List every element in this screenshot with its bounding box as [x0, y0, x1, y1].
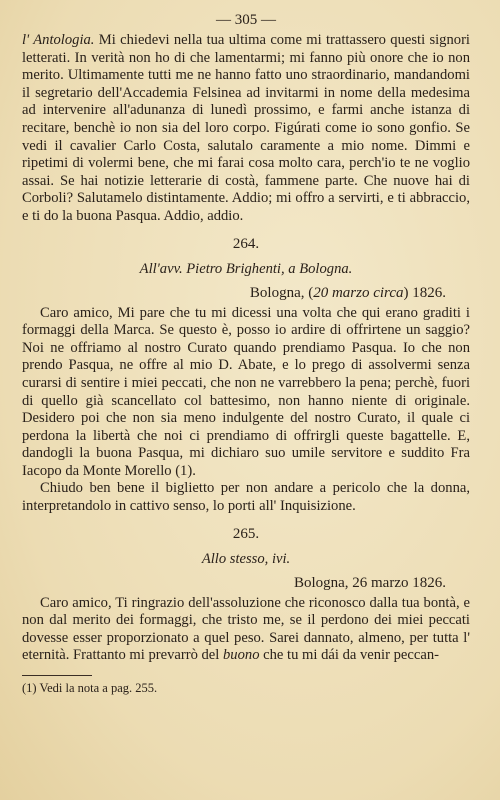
letter-264-date [22, 284, 470, 303]
letter-265-date: Bologna, 26 marzo 1826. [293, 574, 446, 591]
page-number: — 305 — [216, 12, 276, 28]
letter-264-address: All'avv. Pietro Brighenti, a Bologna. [139, 260, 353, 277]
letter-265-address: Allo stesso, ivi. [201, 550, 291, 567]
letter-265-text-b: che tu mi dái da venir peccan- [259, 647, 439, 664]
letter-264-paragraph-2: Chiudo ben bene il biglietto per non andare a pericolo che la donna, interpretandolo in cattivo senso, lo porti all' Inquisizione. [22, 480, 470, 515]
letter-264-number: 264. [232, 235, 260, 252]
footnote: (1) Vedi la nota a pag. 255. [22, 681, 158, 696]
letter-265-text-a: Caro amico, Ti ringrazio dell'assoluzione che riconosco dalla tua bontà, e non dal merito dei formaggi, che tristo me, se il perdono dei miei peccati dovesse esser proporzionato a quel peso. Sarei dannato, almeno, per tutta l' eternità. Frattanto mi prevarrò del [22, 594, 470, 664]
intro-antologia: l' Antologia. [22, 32, 95, 48]
intro-text: Mi chiedevi nella tua ultima come mi trattassero questi signori letterati. In verità non ho di che lamentarmi; mi fanno più onore che io non merito. Ultimamente tutti me ne hanno fatto uno straordinario, mandandomi il segretario dell'Accademia Felsinea ad invitarmi in nome della medesima ad intervenire all'adunanza di lunedì prossimo, e farmi anche istanza di recitare, benchè io non sia del loro corpo. Figúrati come io sono gonfio. Se vedi il cavalier Carlo Costa, salutalo caramente a mio nome. Dimmi e ripetimi di volermi bene, che mi farai cosa molto cara, perch'io te ne voglio assai. Se hai notizie letterarie di costà, fammene parte. Che nuove hai di Corboli? Salutamelo distintamente. Addio; mi offro a servirti, e ti abbraccio, e ti do la buona Pasqua. Addio, addio. [22, 32, 470, 224]
letter-265-paragraph-1 [22, 595, 470, 665]
footnote-divider [22, 675, 92, 676]
letter-264-date-italic: 20 marzo circa [313, 284, 404, 301]
letter-264-date-place: Bologna, ( [249, 284, 314, 301]
letter-265-text-italic: buono [223, 647, 260, 664]
letter-264-date-year: ) 1826. [403, 284, 446, 301]
intro-paragraph [22, 32, 470, 226]
letter-264-paragraph-1: Caro amico, Mi pare che tu mi dicessi una volta che qui erano graditi i formaggi della Marca. Se questo è, posso io ardire di offrirtene un saggio? Noi ne offriamo al nostro Curato quando prendiamo Pasqua. Io che non prendo Pasqua, ne offre al mio D. Abate, e lo prego di assolvermi senza curarsi di sentire i miei peccati, che non ne varrebbero la pena; perchè, fuori di quello già scancellato col battesimo, non hanno niente di originale. Desidero poi che non sia meno indulgente del nostro Curato, il quale ci perdona la libertà che noi ci prendiamo di offrirgli queste bagattelle. E, dandogli la buona Pasqua, mi dichiaro suo umile servitore e suddito Fra Iacopo da Monte Morello (1). [22, 304, 470, 479]
letter-265-number: 265. [232, 525, 260, 542]
